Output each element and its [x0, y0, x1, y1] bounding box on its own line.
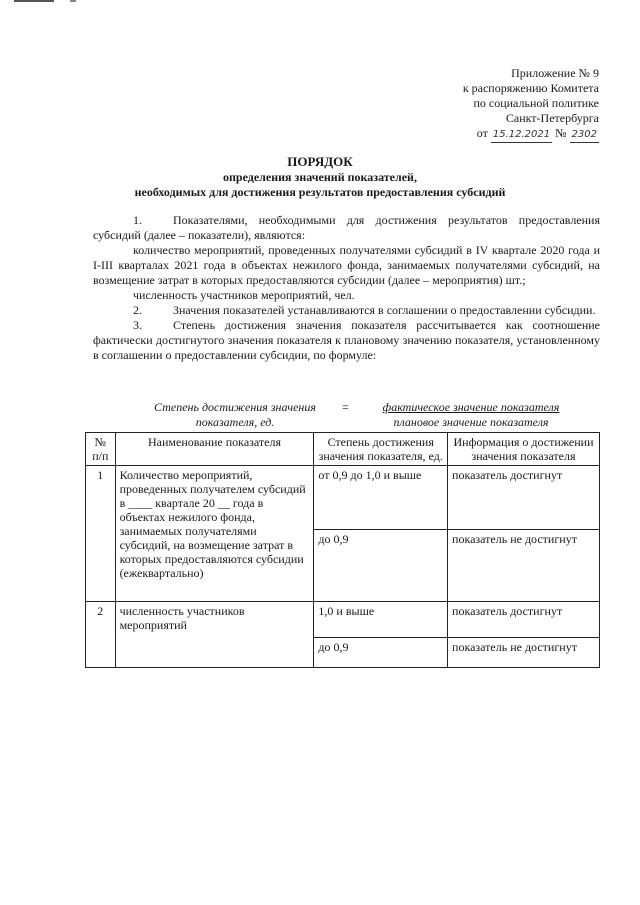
appendix-line: Приложение № 9	[511, 66, 599, 80]
table-header-row	[86, 433, 600, 466]
row-degree: 1,0 и выше	[314, 602, 448, 638]
scan-artifact	[70, 0, 76, 2]
date-number-line	[463, 126, 599, 143]
date-prefix: от	[476, 126, 488, 140]
paragraph-number: 1.	[133, 213, 142, 227]
appendix-header	[463, 66, 599, 143]
formula-numerator: фактическое значение показателя	[382, 400, 560, 414]
document-body	[93, 213, 600, 363]
appendix-line: по социальной политике	[473, 96, 599, 110]
row-degree: от 0,9 до 1,0 и выше	[314, 466, 448, 530]
paragraph-text: Показателями, необходимыми для достижения результатов предоставления субсидий (далее – показатели), являются:	[93, 213, 600, 242]
header-info: Информация о достижении значения показателя	[448, 433, 600, 466]
paragraph-1	[93, 213, 600, 243]
row-degree: до 0,9	[314, 530, 448, 602]
header-name: Наименование показателя	[115, 433, 314, 466]
handwritten-number: 2302	[570, 127, 599, 143]
scan-artifact	[14, 0, 54, 2]
paragraph-5	[93, 318, 600, 363]
paragraph-text: Значения показателей устанавливаются в соглашении о предоставлении субсидии.	[173, 303, 596, 317]
title-sub: определения значений показателей,	[223, 170, 417, 184]
row-name: Количество мероприятий, проведенных получателем субсидий в ____ квартале 20 __ года в объектах нежилого фонда, занимаемых получателями субсидий, на возмещение затрат в которых предоставляются субсидии (ежеквартально)	[115, 466, 314, 602]
header-degree: Степень достижения значения показателя, ед.	[314, 433, 448, 466]
appendix-line: Санкт-Петербурга	[505, 111, 599, 125]
formula-left	[140, 400, 330, 430]
paragraph-2	[93, 243, 600, 288]
indicators-table	[85, 432, 600, 668]
row-name: численность участников мероприятий	[115, 602, 314, 668]
row-info: показатель не достигнут	[448, 530, 600, 602]
formula-left-line: Степень достижения значения	[154, 400, 316, 414]
title-main: ПОРЯДОК	[287, 154, 353, 169]
document-title	[0, 153, 640, 200]
paragraph-3	[93, 288, 600, 303]
title-sub: необходимых для достижения результатов предоставления субсидий	[134, 185, 506, 199]
paragraph-number: 2.	[133, 303, 142, 317]
row-degree: до 0,9	[314, 638, 448, 668]
formula-left-line: показателя, ед.	[195, 415, 275, 429]
row-info: показатель достигнут	[448, 466, 600, 530]
table-row	[86, 466, 600, 530]
paragraph-text: количество мероприятий, проведенных получателями субсидий в IV квартале 2020 года и I-III кварталах 2021 года в объектах нежилого фонда, занимаемых получателями субсидий, на возмещение затрат в которых предоставляются субсидии (далее – мероприятия) шт.;	[93, 243, 600, 287]
row-num: 1	[86, 466, 116, 602]
formula-denominator: плановое значение показателя	[393, 415, 549, 429]
number-prefix: №	[555, 126, 567, 140]
paragraph-4	[93, 303, 600, 318]
header-num: № п/п	[86, 433, 116, 466]
formula-equals: =	[342, 400, 349, 414]
paragraph-number: 3.	[133, 318, 142, 332]
row-info: показатель не достигнут	[448, 638, 600, 668]
formula-fraction	[366, 400, 576, 430]
paragraph-text: численность участников мероприятий, чел.	[133, 288, 355, 302]
handwritten-date: 15.12.2021	[491, 127, 552, 143]
table-row	[86, 602, 600, 638]
paragraph-text: Степень достижения значения показателя рассчитывается как соотношение фактически достигнутого значения показателя к плановому значению показателя, установленному в соглашении о предоставлении субсидии, по формуле:	[93, 318, 600, 362]
appendix-line: к распоряжению Комитета	[462, 81, 599, 95]
row-num: 2	[86, 602, 116, 668]
row-info: показатель достигнут	[448, 602, 600, 638]
